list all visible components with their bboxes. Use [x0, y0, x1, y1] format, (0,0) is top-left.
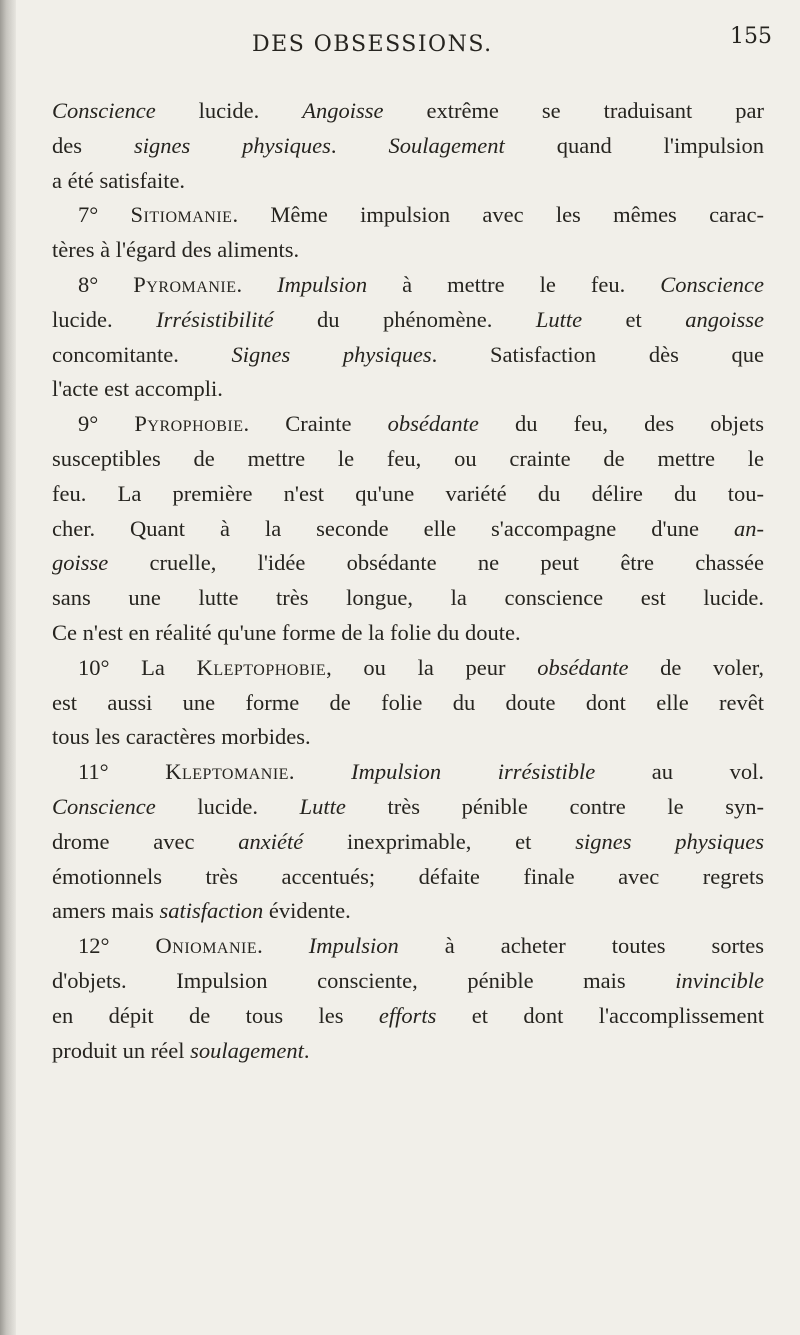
italic-text: goisse [52, 550, 109, 576]
italic-text: Impulsion [308, 933, 399, 959]
italic-text: anxiété [238, 828, 304, 854]
text-line [52, 755, 764, 790]
italic-text: Conscience [52, 793, 156, 819]
text-line [52, 929, 764, 964]
text-line [52, 442, 764, 477]
text-run: au vol. [595, 759, 764, 785]
text-line [52, 790, 764, 825]
text-run: feu. La première n'est qu'une variété du délire du tou- [52, 480, 764, 506]
text-run: du feu, des objets [478, 411, 764, 437]
italic-text: an- [734, 515, 764, 541]
text-run: 11° [78, 759, 166, 785]
text-line [52, 546, 764, 581]
section-term: Kleptophobie [196, 654, 327, 680]
text-line [52, 407, 764, 442]
text-run: sans une lutte très longue, la conscience est lucide. [52, 585, 764, 611]
text-run: , ou la peur [326, 654, 538, 680]
text-run: . [236, 271, 278, 297]
text-run: très pénible contre le syn- [345, 793, 764, 819]
text-run: 7° [78, 202, 131, 228]
text-run: cruelle, l'idée obsédante ne peut être chassée [108, 550, 764, 576]
text-run: des [52, 132, 134, 158]
italic-text: Soulagement [388, 132, 505, 158]
text-line [52, 303, 764, 338]
text-run: cher. Quant à la seconde elle s'accompagne d'une [52, 515, 734, 541]
text-run: 10° La [78, 654, 197, 680]
italic-text: angoisse [685, 306, 764, 332]
italic-text: Signes physiques [231, 341, 432, 367]
text-run: évidente. [263, 898, 351, 924]
text-run: . Même impulsion avec les mêmes carac- [232, 202, 765, 228]
text-run: lucide. [155, 793, 300, 819]
text-run: . [257, 933, 309, 959]
text-line [52, 512, 764, 547]
italic-text: Impulsion irrésistible [351, 759, 596, 785]
text-run: extrême se traduisant par [383, 98, 764, 123]
text-line [52, 477, 764, 512]
italic-text: Conscience [660, 271, 764, 297]
section-term: Oniomanie [155, 933, 258, 959]
text-run: produit un réel [52, 1037, 191, 1063]
text-line [52, 1034, 764, 1069]
italic-text: invincible [675, 967, 764, 993]
text-run: et [582, 306, 686, 332]
text-run: 9° [78, 411, 135, 437]
text-line [52, 581, 764, 616]
text-run: susceptibles de mettre le feu, ou crainte de mettre le [52, 445, 764, 471]
section-term: Kleptomanie [165, 759, 289, 785]
text-run: en dépit de tous les [52, 1002, 379, 1028]
text-run: du phénomène. [273, 306, 536, 332]
text-run: drome avec [52, 828, 239, 854]
text-run: est aussi une forme de folie du doute dont elle revêt [52, 689, 764, 715]
body-text [52, 94, 764, 1068]
page-binding-shadow [0, 0, 16, 1335]
text-line [52, 164, 764, 199]
text-run: d'objets. Impulsion consciente, pénible mais [52, 967, 676, 993]
italic-text: Angoisse [302, 98, 384, 123]
text-run: et dont l'accomplissement [436, 1002, 765, 1028]
text-line [52, 616, 764, 651]
text-line [52, 651, 764, 686]
italic-text: soulagement [190, 1037, 304, 1063]
italic-text: obsédante [537, 654, 629, 680]
page-number: 155 [730, 24, 772, 49]
text-run: tères à l'égard des aliments. [52, 237, 300, 263]
italic-text: obsédante [387, 411, 479, 437]
text-run: l'acte est accompli. [52, 376, 223, 402]
section-term: Pyromanie [133, 271, 237, 297]
text-run: inexprimable, et [303, 828, 576, 854]
text-run: quand l'impulsion [504, 132, 764, 158]
text-line [52, 198, 764, 233]
section-term: Pyrophobie [134, 411, 244, 437]
text-line [52, 94, 764, 129]
text-run: a été satisfaite. [52, 167, 186, 193]
italic-text: efforts [378, 1002, 437, 1028]
text-run: tous les caractères morbides. [52, 724, 311, 750]
text-line [52, 860, 764, 895]
text-run: émotionnels très accentués; défaite finale avec regrets [52, 863, 764, 889]
italic-text: Conscience [52, 98, 156, 123]
text-line [52, 999, 764, 1034]
italic-text: Lutte [535, 306, 583, 332]
italic-text: Impulsion [277, 271, 368, 297]
text-run: . [303, 1037, 310, 1063]
text-run: de voler, [628, 654, 764, 680]
text-line [52, 686, 764, 721]
text-run: . [330, 132, 389, 158]
text-line [52, 964, 764, 999]
text-run: . [288, 759, 352, 785]
section-term: Sitiomanie [130, 202, 233, 228]
text-line [52, 129, 764, 164]
text-run: 12° [78, 933, 156, 959]
text-line [52, 894, 764, 929]
italic-text: Lutte [299, 793, 346, 819]
text-line [52, 720, 764, 755]
text-line [52, 233, 764, 268]
running-title: DES OBSESSIONS. [252, 32, 493, 57]
text-line [52, 825, 764, 860]
italic-text: signes physiques [575, 828, 764, 854]
text-run: lucide. [52, 306, 157, 332]
text-run: concomitante. [52, 341, 232, 367]
text-line [52, 372, 764, 407]
text-run: . Satisfaction dès que [431, 341, 764, 367]
text-run: 8° [78, 271, 134, 297]
text-line [52, 338, 764, 373]
page-header [0, 20, 800, 60]
italic-text: Irrésistibilité [156, 306, 274, 332]
italic-text: satisfaction [159, 898, 264, 924]
italic-text: signes physiques [133, 132, 331, 158]
text-run: Ce n'est en réalité qu'une forme de la folie du doute. [52, 619, 521, 645]
text-run: amers mais [52, 898, 160, 924]
text-run: à acheter toutes sortes [398, 933, 764, 959]
text-line [52, 268, 764, 303]
text-run: à mettre le feu. [367, 271, 661, 297]
text-run: lucide. [155, 98, 303, 123]
text-run: . Crainte [243, 411, 388, 437]
